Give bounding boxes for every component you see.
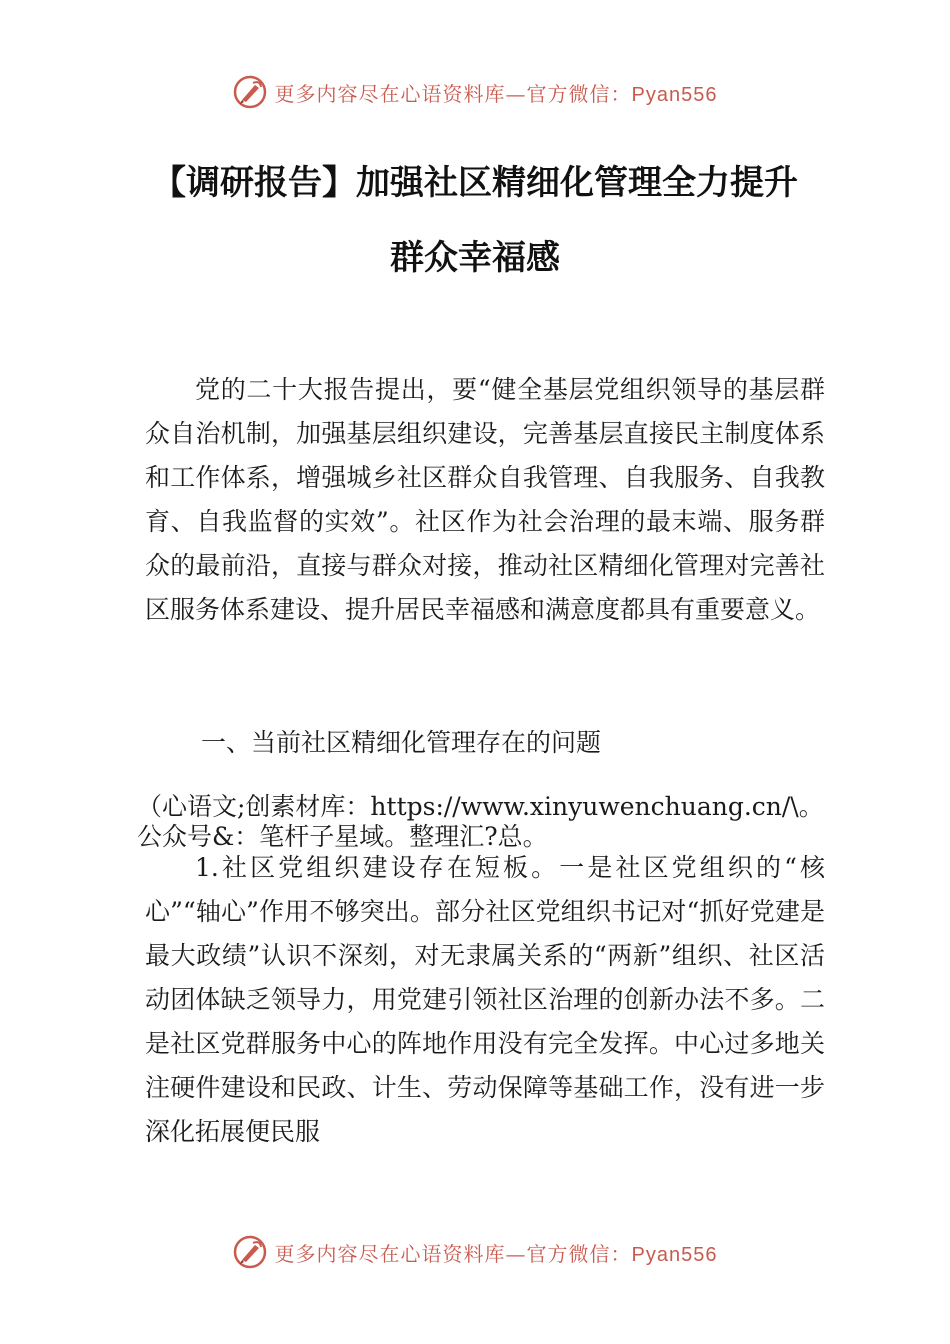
intro-paragraph: 党的二十大报告提出，要“健全基层党组织领导的基层群众自治机制，加强基层组织建设，完善基层直接民主制度体系和工作体系，增强城乡社区群众自我管理、自我服务、自我教育、自我监督的实效”。社区作为社会治理的最末端、服务群众的最前沿，直接与群众对接，推动社区精细化管理对完善社区服务体系建设、提升居民幸福感和满意度都具有重要意义。 [145,375,825,624]
header-banner [0,72,950,112]
section-heading-1: 一、当前社区精细化管理存在的问题 [201,728,602,757]
document-title-line-2: 群众幸福感 [390,238,560,278]
banner-prefix: 更多内容尽在心语资料库—官方微信： [274,81,632,106]
banner-text [275,78,718,107]
banner-text [275,1238,718,1267]
document-title-line-1: 【调研报告】加强社区精细化管理全力提升 [152,163,798,203]
pen-logo-icon [233,75,267,109]
footer-banner [0,1232,950,1272]
banner-wechat-id: Pyan556 [631,83,718,106]
banner-prefix: 更多内容尽在心语资料库—官方微信： [274,1241,632,1266]
point-1-paragraph: 1.社区党组织建设存在短板。一是社区党组织的“核心”“轴心”作用不够突出。部分社区党组织书记对“抓好党建是最大政绩”认识不深刻，对无隶属关系的“两新”组织、社区活动团体缺乏领导力，用党建引领社区治理的创新办法不多。二是社区党群服务中心的阵地作用没有完全发挥。中心过多地关注硬件建设和民政、计生、劳动保障等基础工作，没有进一步深化拓展便民服 [145,853,825,1146]
source-note-line-1: （心语文;创素材库：https://www.xinyuwenchuang.cn/\。 [137,792,824,821]
source-note-line-2: 公众号&：笔杆子星域。整理汇?总。 [137,822,548,851]
pen-logo-icon [233,1235,267,1269]
banner-wechat-id: Pyan556 [631,1243,718,1266]
